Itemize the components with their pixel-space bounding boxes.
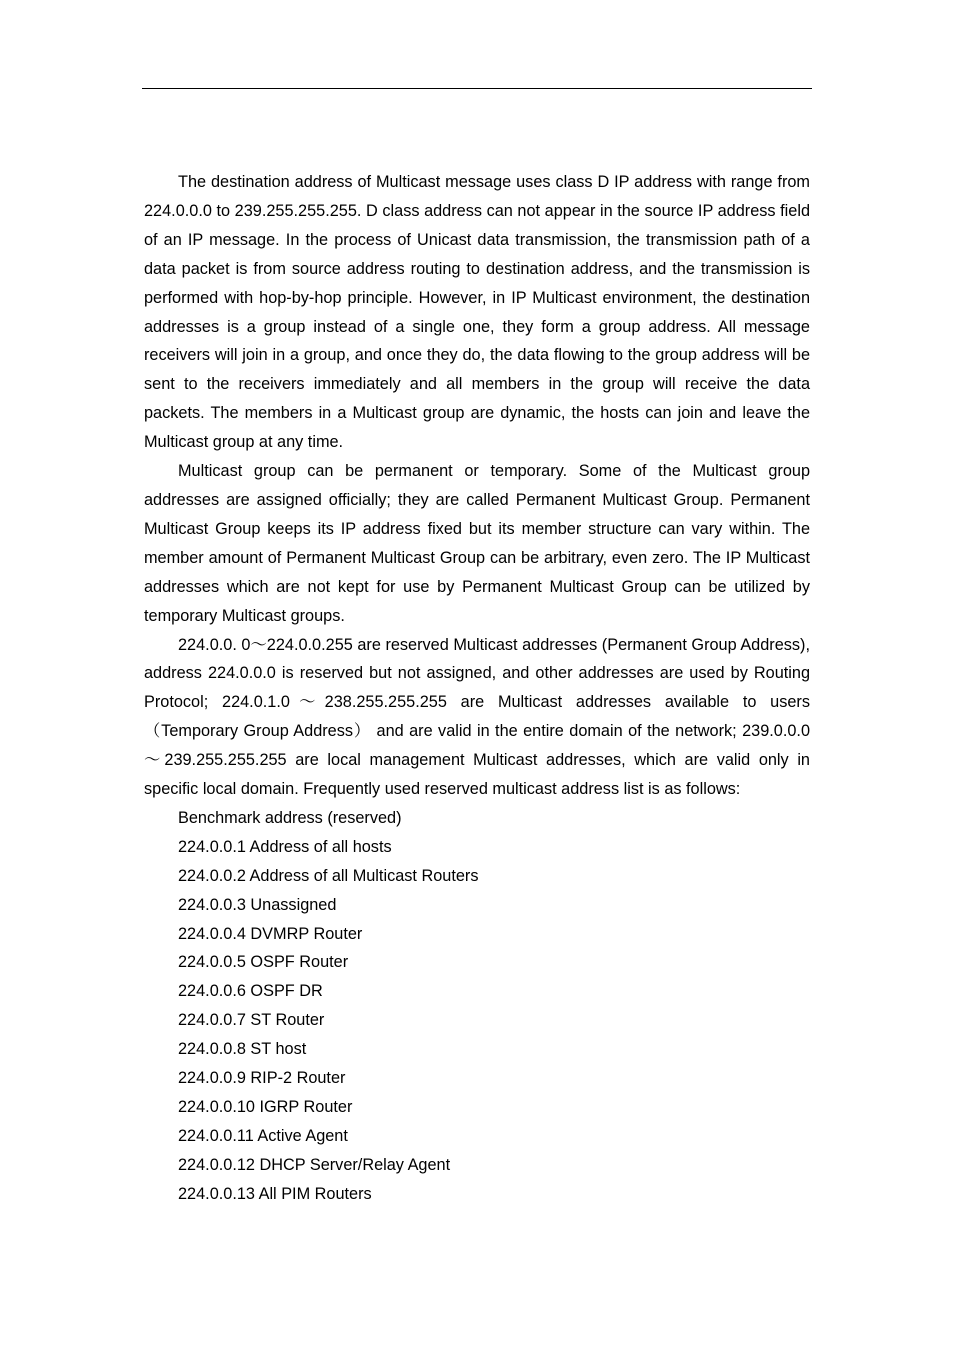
reserved-address-list bbox=[144, 804, 810, 1209]
list-item: Benchmark address (reserved) bbox=[178, 808, 402, 827]
list-item: 224.0.0.11 Active Agent bbox=[178, 1126, 348, 1145]
list-item: 224.0.0.12 DHCP Server/Relay Agent bbox=[178, 1155, 451, 1174]
list-item: 224.0.0.9 RIP-2 Router bbox=[178, 1069, 346, 1088]
list-item: 224.0.0.13 All PIM Routers bbox=[178, 1184, 372, 1203]
list-item: 224.0.0.4 DVMRP Router bbox=[178, 924, 363, 943]
paragraph-permanent-temporary-groups: Multicast group can be permanent or temporary. Some of the Multicast group addresses are assigned officially; they are called Permanent Multicast Group. Permanent Multicast Group keeps its IP address fixed but its member structure can vary within. The member amount of Permanent Multicast Group can be arbitrary, even zero. The IP Multicast addresses which are not kept for use by Permanent Multicast Group can be utilized by temporary Multicast groups. bbox=[144, 462, 810, 625]
list-item: 224.0.0.5 OSPF Router bbox=[178, 953, 349, 972]
header-rule bbox=[142, 88, 812, 89]
list-item: 224.0.0.3 Unassigned bbox=[178, 895, 337, 914]
list-item: 224.0.0.8 ST host bbox=[178, 1040, 307, 1059]
paragraph-reserved-address-ranges: 224.0.0. 0～224.0.0.255 are reserved Multicast addresses (Permanent Group Address), address 224.0.0.0 is reserved but not assigned, and other addresses are used by Routing Protocol; 224.0.1.0～238.255.255.255 are Multicast addresses available to users（Temporary Group Address） and are valid in the entire domain of the network; 239.0.0.0～239.255.255.255 are local management Multicast addresses, which are valid only in specific local domain. Frequently used reserved multicast address list is as follows: bbox=[144, 635, 810, 799]
list-item: 224.0.0.10 IGRP Router bbox=[178, 1098, 353, 1116]
list-item: 224.0.0.7 ST Router bbox=[178, 1011, 325, 1030]
document-body bbox=[144, 168, 810, 1209]
paragraph-multicast-destination: The destination address of Multicast message uses class D IP address with range from 224.0.0.0 to 239.255.255.255. D class address can not appear in the source IP address field of an IP message. In the process of Unicast data transmission, the transmission path of a data packet is from source address routing to destination address, and the transmission is performed with hop-by-hop principle. However, in IP Multicast environment, the destination addresses is a group instead of a single one, they form a group address. All message receivers will join in a group, and once they do, the data flowing to the group address will be sent to the receivers immediately and all members in the group will receive the data packets. The members in a Multicast group are dynamic, the hosts can join and leave the Multicast group at any time. bbox=[144, 173, 810, 452]
list-item: 224.0.0.6 OSPF DR bbox=[178, 982, 323, 1001]
list-item: 224.0.0.1 Address of all hosts bbox=[178, 837, 392, 856]
list-item: 224.0.0.2 Address of all Multicast Routers bbox=[178, 866, 479, 885]
